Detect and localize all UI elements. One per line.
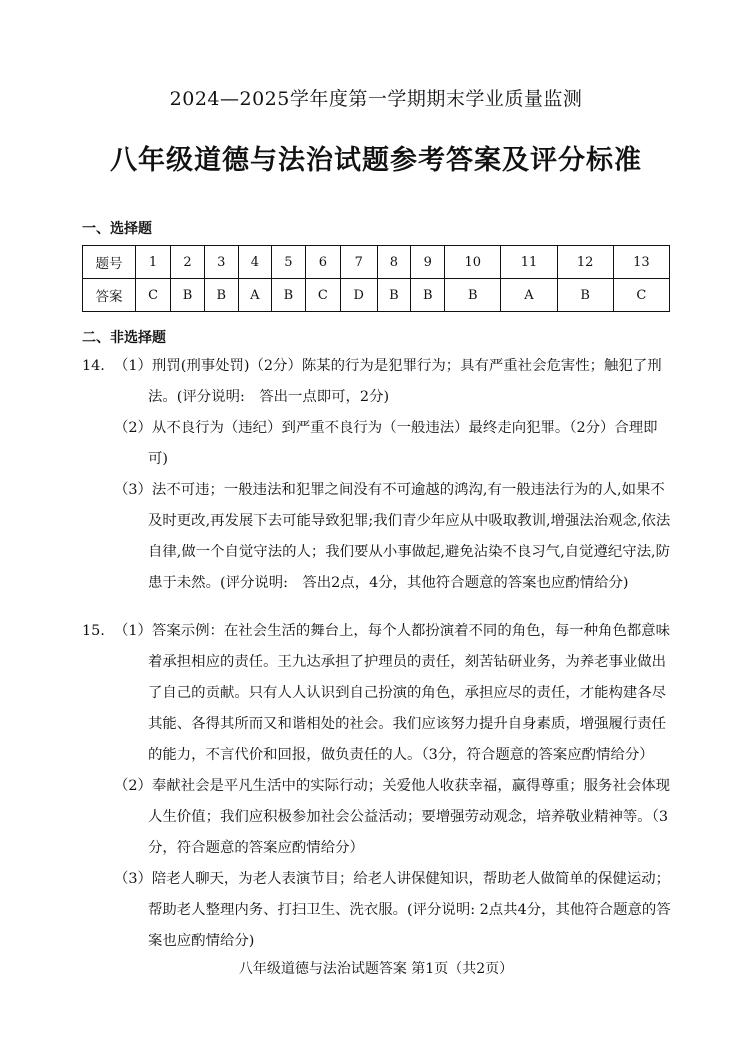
question-number-cell: 10 bbox=[445, 246, 501, 279]
question-number-cell: 6 bbox=[305, 246, 340, 279]
question-number-row bbox=[83, 246, 670, 279]
choice-answer-table bbox=[82, 245, 670, 312]
answer-cell: A bbox=[501, 279, 557, 312]
row-label-question: 题号 bbox=[83, 246, 136, 279]
section-heading-choice: 一、选择题 bbox=[82, 221, 152, 237]
question-number-cell: 13 bbox=[613, 246, 669, 279]
question-number-cell: 8 bbox=[377, 246, 411, 279]
answer-cell: B bbox=[411, 279, 445, 312]
question-number-cell: 7 bbox=[340, 246, 377, 279]
question-14 bbox=[82, 351, 672, 599]
question-number-cell: 4 bbox=[238, 246, 271, 279]
question-14-number: 14. bbox=[82, 358, 105, 374]
question-number-cell: 3 bbox=[204, 246, 238, 279]
document-title: 八年级道德与法治试题参考答案及评分标准 bbox=[110, 145, 642, 176]
question-number-cell: 1 bbox=[136, 246, 171, 279]
question-14-part-2: （2）从不良行为（违纪）到严重不良行为（一般违法）最终走向犯罪。（2分）合理即可) bbox=[114, 420, 658, 467]
answer-cell: B bbox=[272, 279, 306, 312]
answer-cell: B bbox=[171, 279, 205, 312]
question-15-number: 15. bbox=[82, 623, 105, 639]
section-heading-nonchoice: 二、非选择题 bbox=[82, 330, 166, 346]
answer-cell: C bbox=[136, 279, 171, 312]
question-15-part-2: （2）奉献社会是平凡生活中的实际行动；关爱他人收获幸福，赢得尊重；服务社会体现人生价值；我们应积极参加社会公益活动；要增强劳动观念，培养敬业精神等。（3分，符合题意的答案应酌情给分） bbox=[114, 778, 671, 856]
answer-cell: A bbox=[238, 279, 271, 312]
question-15-part-1: （1）答案示例：在社会生活的舞台上，每个人都扮演着不同的角色，每一种角色都意味着承担相应的责任。王九达承担了护理员的责任，刻苦钻研业务，为养老事业做出了自己的贡献。只有人人认识到自己扮演的角色，承担应尽的责任，才能构建各尽其能、各得其所而又和谐相处的社会。我们应该努力提升自身素质，增强履行责任的能力，不言代价和回报，做负责任的人。（3分，符合题意的答案应酌情给分） bbox=[114, 623, 671, 763]
answer-cell: C bbox=[305, 279, 340, 312]
row-label-answer: 答案 bbox=[83, 279, 136, 312]
answer-row bbox=[83, 279, 670, 312]
answer-cell: B bbox=[445, 279, 501, 312]
answer-cell: B bbox=[557, 279, 613, 312]
answer-cell: C bbox=[613, 279, 669, 312]
answer-cell: B bbox=[204, 279, 238, 312]
question-number-cell: 5 bbox=[272, 246, 306, 279]
question-14-part-3: （3）法不可违；一般违法和犯罪之间没有不可逾越的鸿沟,有一般违法行为的人,如果不及时更改,再发展下去可能导致犯罪;我们青少年应从中吸取教训,增强法治观念,依法自律,做一个自觉守法的人；我们要从小事做起,避免沾染不良习气,自觉遵纪守法,防患于未然。(评分说明: 答出2点，4分，其他符合题意的答案也应酌情给分) bbox=[114, 482, 671, 591]
question-number-cell: 12 bbox=[557, 246, 613, 279]
page-footer: 八年级道德与法治试题答案 第1页（共2页） bbox=[238, 961, 514, 977]
answer-cell: D bbox=[340, 279, 377, 312]
question-number-cell: 2 bbox=[171, 246, 205, 279]
exam-period-title: 2024—2025学年度第一学期期末学业质量监测 bbox=[169, 88, 583, 110]
question-14-part-1: （1）刑罚(刑事处罚)（2分）陈某的行为是犯罪行为；具有严重社会危害性；触犯了刑法。(评分说明: 答出一点即可，2分) bbox=[114, 358, 662, 405]
question-number-cell: 11 bbox=[501, 246, 557, 279]
question-number-cell: 9 bbox=[411, 246, 445, 279]
question-15 bbox=[82, 616, 672, 957]
question-15-part-3: （3）陪老人聊天，为老人表演节目；给老人讲保健知识，帮助老人做简单的保健运动；帮助老人整理内务、打扫卫生、洗衣服。(评分说明: 2点共4分，其他符合题意的答案也应酌情给分) bbox=[114, 871, 671, 949]
answer-cell: B bbox=[377, 279, 411, 312]
